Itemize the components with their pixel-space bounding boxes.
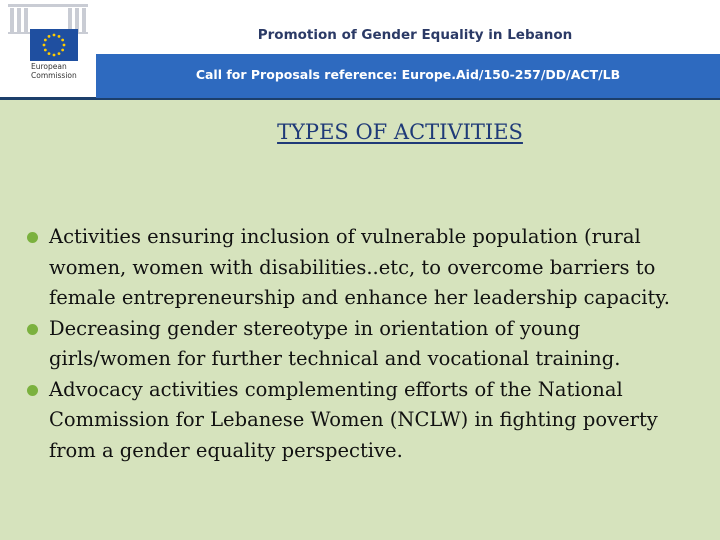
bullet-icon [27,385,38,396]
eu-star-icon [48,52,51,55]
eu-star-icon [43,44,46,47]
activity-list [22,222,707,466]
svg-text:European: European [31,62,67,71]
eu-star-icon [63,44,66,47]
list-item [22,222,707,314]
list-item [22,314,707,375]
eu-star-icon [53,34,56,37]
eu-star-icon [58,52,61,55]
slide-title: TYPES OF ACTIVITIES [277,120,523,144]
list-item-text: Decreasing gender stereotype in orientation of young girls/women for further technical and vocational training. [49,316,621,370]
eu-star-icon [61,39,64,42]
list-item-text: Advocacy activities complementing efforts of the National Commission for Lebanese Women (NCLW) in fighting poverty from a gender equality perspective. [49,377,658,462]
call-reference-banner [96,54,720,98]
list-item [22,375,707,467]
eu-star-icon [44,39,47,42]
call-reference-text: Call for Proposals reference: Europe.Aid/150-257/DD/ACT/LB [195,67,621,82]
eu-star-icon [48,35,51,38]
bullet-icon [27,232,38,243]
eu-star-icon [58,35,61,38]
european-commission-logo [4,2,92,94]
slide-header [0,0,720,100]
eu-star-icon [44,49,47,52]
eu-star-icon [61,49,64,52]
list-item-text: Activities ensuring inclusion of vulnerable population (rural women, women with disabilities..etc, to overcome barriers to female entrepreneurship and enhance her leadership capacity. [49,225,670,309]
header-title: Promotion of Gender Equality in Lebanon [257,27,573,43]
svg-text:Commission: Commission [31,71,77,80]
eu-star-icon [53,54,56,57]
bullet-icon [27,324,38,335]
